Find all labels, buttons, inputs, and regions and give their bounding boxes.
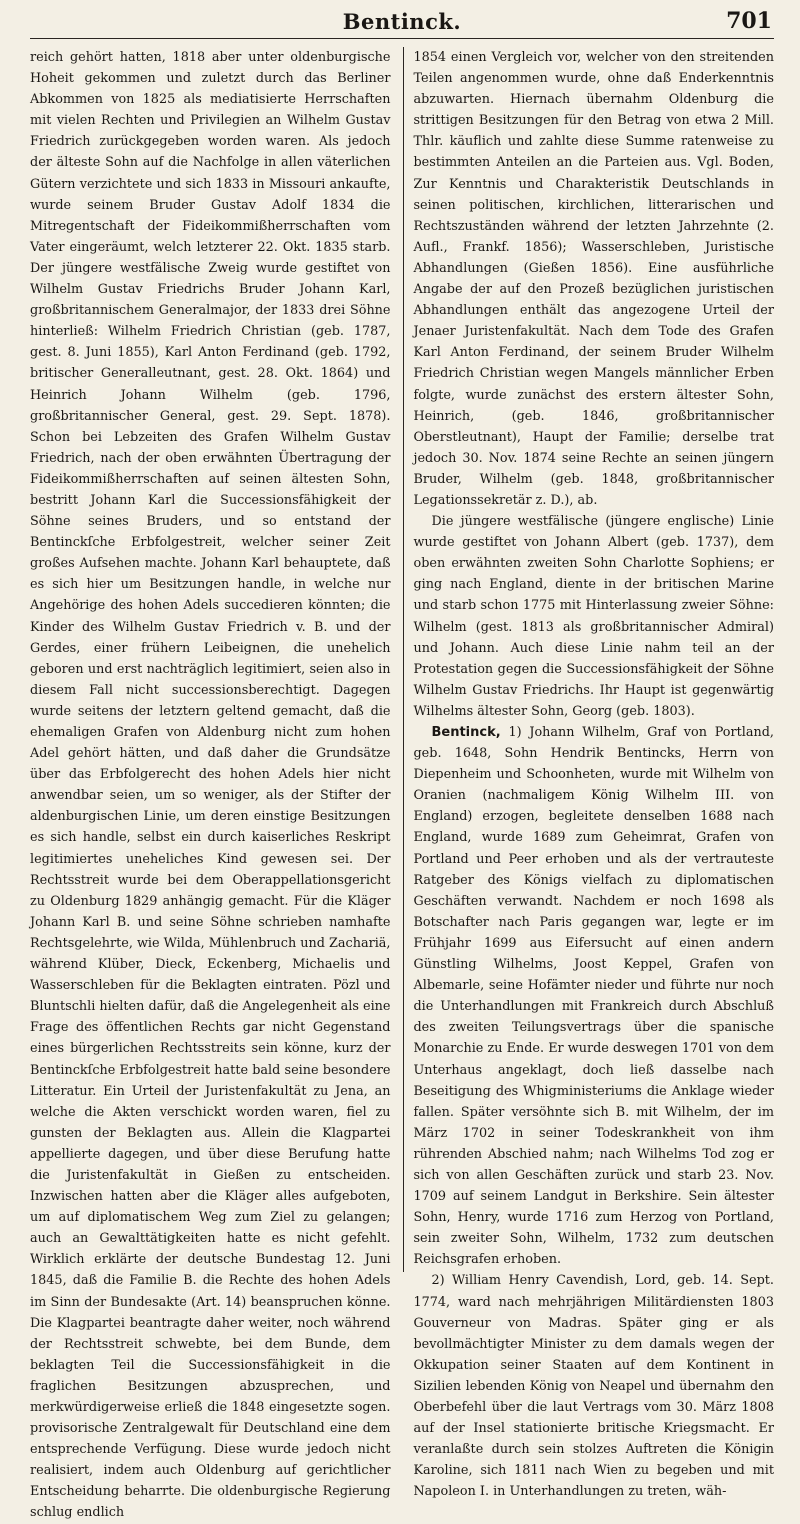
entry-bentinck	[413, 722, 774, 1270]
column-divider	[403, 47, 404, 1272]
right-paragraph-4: 2) William Henry Cavendish, Lord, geb. 14. Sept. 1774, ward nach mehrjährigen Militärdiensten 1803 Gouverneur von Madras. Später ging er als bevollmächtigter Minister zu dem damals wegen der Okkupation seiner Staaten auf dem Kontinent in Sizilien lebenden König von Neapel und übernahm den Oberbefehl über die laut Vertrags vom 30. März 1808 auf der Insel stationierte britische Kriegsmacht. Er veranlaßte durch sein stolzes Auftreten die Königin Karoline, sich 1811 nach Wien zu begeben und mit Napoleon I. in Unterhandlungen zu treten, wäh-	[413, 1273, 774, 1500]
right-paragraph-1: 1854 einen Vergleich vor, welcher von den streitenden Teilen angenommen wurde, ohne daß Enderkenntnis abzuwarten. Hiernach übernahm Oldenburg die strittigen Besitzungen für den Betrag von etwa 2 Mill. Thlr. käuflich und zahlte diese Summe ratenweise zu bestimmten Anteilen an die Parteien aus. Vgl. Boden, Zur Kenntnis und Charakteristik Deutschlands in seinen politischen, kirchlichen, litterarischen und Rechtszuständen während der letzten Jahrzehnte (2. Aufl., Frankf. 1856); Wasserschleben, Juristische Abhandlungen (Gießen 1856). Eine ausführliche Angabe der auf den Prozeß bezüglichen juristischen Abhandlungen enthält das angezogene Urteil der Jenaer Juristenfakultät. Nach dem Tode des Grafen Karl Anton Ferdinand, der seinem Bruder Wilhelm Friedrich Christian wegen Mangels männlicher Erben folgte, wurde zunächst des erstern ältester Sohn, Heinrich, (geb. 1846, großbritannischer Oberstleutnant), Haupt der Familie; derselbe trat jedoch 30. Nov. 1874 seine Rechte an seinen jüngern Bruder, Wilhelm (geb. 1848, großbritannischer Legationssekretär z. D.), ab.	[413, 50, 774, 508]
running-title: Bentinck.	[342, 9, 462, 34]
left-paragraph-1: reich gehört hatten, 1818 aber unter oldenburgische Hoheit gekommen und zuletzt durch das Berliner Abkommen von 1825 als mediatisierte Herrschaften mit vielen Rechten und Privilegien an Wilhelm Gustav Friedrich zurückgegeben worden waren. Als jedoch der älteste Sohn auf die Nachfolge in allen väterlichen Gütern verzichtete und sich 1833 in Missouri ankaufte, wurde seinem Bruder Gustav Adolf 1834 die Mitregentschaft der Fideikommißherrschaften vom Vater eingeräumt, welch letzterer 22. Okt. 1835 starb. Der jüngere westfälische Zweig wurde gestiftet von Wilhelm Gustav Friedrichs Bruder Johann Karl, großbritannischem Generalmajor, der 1833 drei Söhne hinterließ: Wilhelm Friedrich Christian (geb. 1787, gest. 8. Juni 1855), Karl Anton Ferdinand (geb. 1792, britischer Generalleutnant, gest. 28. Okt. 1864) und Heinrich Johann Wilhelm (geb. 1796, großbritannischer General, gest. 29. Sept. 1878). Schon bei Lebzeiten des Grafen Wilhelm Gustav Friedrich, nach der oben erwähnten Übertragung der Fideikommißherrschaften auf seinen ältesten Sohn, bestritt Johann Karl die Successionsfähigkeit der Söhne seines Bruders, und so entstand der Bentinckſche Erbfolgestreit, welcher seiner Zeit großes Aufsehen machte. Johann Karl behauptete, daß es sich hier um Besitzungen handle, in welche nur Angehörige des hohen Adels succedieren könnten; die Kinder des Wilhelm Gustav Friedrich v. B. und der Gerdes, einer frühern Leibeignen, die unehelich geboren und erst nachträglich legitimiert, seien also in diesem Fall nicht successionsberechtigt. Dagegen wurde seitens der letztern geltend gemacht, daß die ehemaligen Grafen von Aldenburg nicht zum hohen Adel gehört hätten, und daß daher die Grundsätze über das Erbfolgerecht des hohen Adels hier nicht anwendbar seien, um so weniger, als der Stifter der aldenburgischen Linie, um deren einstige Besitzungen es sich handle, selbst ein durch kaiserliches Reskript legitimiertes uneheliches Kind gewesen sei. Der Rechtsstreit wurde bei dem Oberappellationsgericht zu Oldenburg 1829 anhängig gemacht. Für die Kläger Johann Karl B. und seine Söhne schrieben namhafte Rechtsgelehrte, wie Wilda, Mühlenbruch und Zachariä, während Klüber, Dieck, Eckenberg, Michaelis und Wasserschleben für die Beklagten eintraten. Pözl und Bluntschli hielten dafür, daß die Angelegenheit als eine Frage des öffentlichen Rechts gar nicht Gegenstand eines bürgerlichen Rechtsstreits sein könne, kurz der Bentinckſche Erbfolgestreit hatte bald seine besondere Litteratur. Ein Urteil der Juristenfakultät zu Jena, an welche die Akten verschickt worden waren, fiel zu gunsten der Beklagten aus. Allein die Klagpartei appellierte dagegen, und über diese Berufung hatte die Juristenfakultät in Gießen zu entscheiden. Inzwischen hatten aber die Kläger alles aufgeboten, um auf diplomatischem Weg zum Ziel zu gelangen; auch an Gewalttätigkeiten hatte es nicht gefehlt. Wirklich erklärte der deutsche Bundestag 12. Juni 1845, daß die Familie B. die Rechte des hohen Adels im Sinn der Bundesakte (Art. 14) beanspruchen könne. Die Klagpartei beantragte daher weiter, noch während der Rechtsstreit schwebte, bei dem Bunde, dem beklagten Teil die Successionsfähigkeit in die fraglichen Besitzungen abzusprechen, und merkwürdigerweise erließ die 1848 eingesetzte sogen. provisorische Zentralgewalt für Deutschland eine dem entsprechende Verfügung. Diese wurde jedoch nicht realisiert, indem auch Oldenburg auf gerichtlicher Entscheidung beharrte. Die oldenburgische Regierung schlug endlich	[30, 50, 391, 1521]
right-column	[413, 47, 774, 1500]
entry-lemma: Bentinck,	[431, 725, 501, 740]
entry-text: 1) Johann Wilhelm, Graf von Portland, geb. 1648, Sohn Hendrik Bentincks, Herrn von Diepenheim und Schoonheten, wurde mit Wilhelm von Oranien (nachmaligem König Wilhelm III. von England) erzogen, begleitete denselben 1688 nach England, wurde 1689 zum Geheimrat, Grafen von Portland und Peer erhoben und als der vertrauteste Ratgeber des Königs vielfach zu diplomatischen Geschäften verwandt. Nachdem er noch 1698 als Botschafter nach Paris gegangen war, legte er im Frühjahr 1699 aus Eifersucht auf einen andern Günstling Wilhelms, Joost Keppel, Grafen von Albemarle, seine Hofämter nieder und führte nur noch die Unterhandlungen mit Frankreich durch Abschluß des zweiten Teilungsvertrags über die spanische Monarchie zu Ende. Er wurde deswegen 1701 von dem Unterhaus angeklagt, doch ließ dasselbe nach Beseitigung des Whigministeriums die Anklage wieder fallen. Später versöhnte sich B. mit Wilhelm, der im März 1702 in seiner Todeskrankheit von ihm rührenden Abschied nahm; nach Wilhelms Tod zog er sich von allen Geschäften zurück und starb 23. Nov. 1709 auf seinem Landgut in Berkshire. Sein ältester Sohn, Henry, wurde 1716 zum Herzog von Portland, sein zweiter Sohn, Wilhelm, 1732 zum deutschen Reichsgrafen erhoben.	[413, 725, 774, 1268]
left-column	[30, 47, 391, 1521]
page-number: 701	[726, 8, 772, 34]
page-header	[30, 0, 774, 39]
right-paragraph-2: Die jüngere westfälische (jüngere englische) Linie wurde gestiftet von Johann Albert (geb. 1737), dem oben erwähnten zweiten Sohn Charlotte Sophiens; er ging nach England, diente in der britischen Marine und starb schon 1775 mit Hinterlassung zweier Söhne: Wilhelm (gest. 1813 als großbritannischer Admiral) und Johann. Auch diese Linie nahm teil an der Protestation gegen die Successionsfähigkeit der Söhne Wilhelm Gustav Friedrichs. Ihr Haupt ist gegenwärtig Wilhelms ältester Sohn, Georg (geb. 1803).	[413, 514, 774, 719]
text-columns	[30, 47, 774, 1521]
